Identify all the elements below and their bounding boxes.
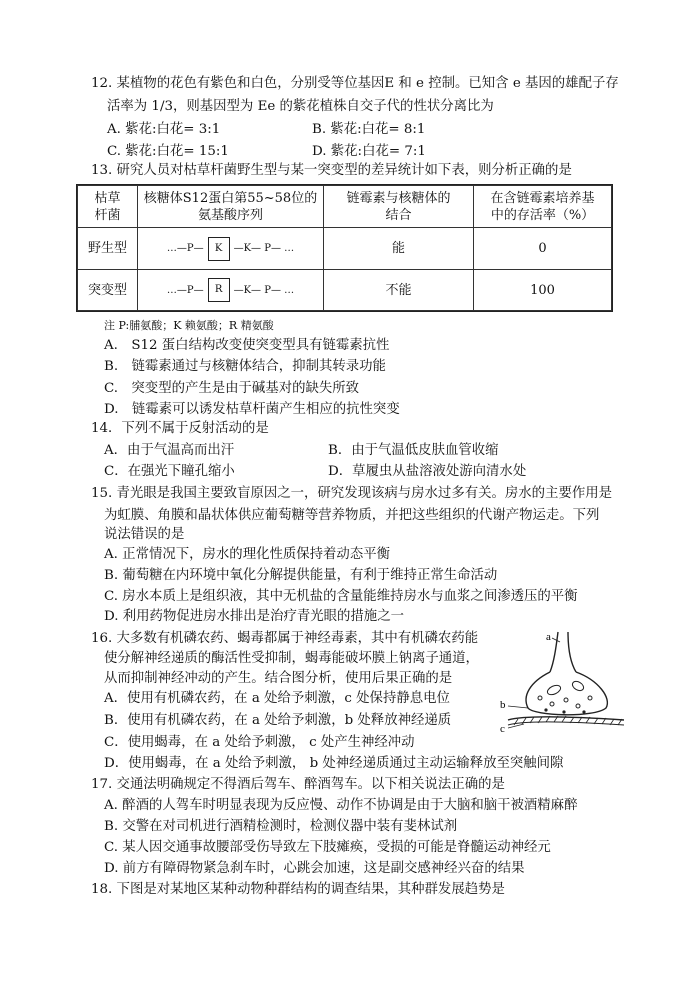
diagram-label-a: a [546, 631, 551, 643]
q17-option-d: D. 前方有障碍物紧急刹车时，心跳会加速，这是副交感神经兴奋的结果 [104, 861, 525, 876]
header-survival: 在含链霉素培养基 中的存活率（%） [474, 186, 612, 228]
q18-stem: 18. 下图是对某地区某种动物种群结构的调查结果，其种群发展趋势是 [91, 882, 505, 897]
cell-survival: 0 [474, 228, 612, 270]
q14-stem: 14．下列不属于反射活动的是 [91, 421, 269, 436]
q16-option-a: A．使用有机磷农药，在 a 处给予刺激，c 处保持静息电位 [104, 691, 450, 706]
cell-sequence: …—P— R —K— P— … [138, 270, 324, 311]
boxed-amino-acid: K [208, 237, 230, 261]
header-binding: 链霉素与核糖体的 结合 [324, 186, 474, 228]
q13-option-c: C. 突变型的产生是由于碱基对的缺失所致 [104, 381, 360, 396]
cell-binding: 不能 [324, 270, 474, 311]
q17-stem: 17. 交通法明确规定不得酒后驾车、醉酒驾车。以下相关说法正确的是 [91, 777, 505, 792]
q16-stem-line1: 16. 大多数有机磷农药、蝎毒都属于神经毒素，其中有机磷农药能 [91, 631, 479, 646]
diagram-label-b: b [500, 699, 506, 711]
q15-option-b: B. 葡萄糖在内环境中氧化分解提供能量，有利于维持正常生命活动 [104, 568, 498, 583]
boxed-amino-acid: R [208, 278, 230, 302]
q13-note: 注 P:脯氨酸；K 赖氨酸；R 精氨酸 [104, 319, 274, 332]
q16-stem-line2: 使分解神经递质的酶活性受抑制，蝎毒能破坏膜上钠离子通道， [104, 651, 479, 666]
q13-option-d: D. 链霉素可以诱发枯草杆菌产生相应的抗性突变 [104, 402, 400, 417]
q14-option-d: D．草履虫从盐溶液处游向清水处 [328, 464, 527, 479]
q16-option-c: C．使用蝎毒，在 a 处给予刺激， c 处产生神经冲动 [104, 735, 415, 750]
q13-table [76, 184, 613, 312]
q12-stem-line1: 12. 某植物的花色有紫色和白色，分别受等位基因E 和 e 控制。已知含 e 基因的雄配子存 [91, 76, 619, 91]
q15-stem-line2: 为虹膜、角膜和晶状体供应葡萄糖等营养物质，并把这些组织的代谢产物运走。下列 [104, 508, 600, 523]
q12-stem-line2: 活率为 1/3，则基因型为 Ee 的紫花植株自交子代的性状分离比为 [107, 99, 494, 114]
q13-stem: 13. 研究人员对枯草杆菌野生型与某一突变型的差异统计如下表，则分析正确的是 [91, 163, 572, 178]
diagram-label-c: c [500, 723, 505, 735]
q13-option-b: B. 链霉素通过与核糖体结合，抑制其转录功能 [104, 359, 386, 374]
table-row [78, 228, 612, 270]
cell-strain: 野生型 [78, 228, 138, 270]
cell-binding: 能 [324, 228, 474, 270]
q12-option-b: B. 紫花:白花= 8:1 [312, 122, 426, 137]
cell-sequence: …—P— K —K— P— … [138, 228, 324, 270]
q15-option-d: D. 利用药物促进房水排出是治疗青光眼的措施之一 [104, 609, 404, 624]
q15-stem-line1: 15. 青光眼是我国主要致盲原因之一，研究发现该病与房水过多有关。房水的主要作用是 [91, 486, 613, 501]
q14-option-a: A．由于气温高而出汗 [104, 443, 235, 458]
q17-option-b: B. 交警在对司机进行酒精检测时，检测仪器中装有斐林试剂 [104, 819, 458, 834]
q17-option-a: A. 醉酒的人驾车时明显表现为反应慢、动作不协调是由于大脑和脑干被酒精麻醉 [104, 798, 578, 813]
q12-option-a: A. 紫花:白花= 3:1 [107, 122, 221, 137]
cell-strain: 突变型 [78, 270, 138, 311]
q14-option-c: C．在强光下瞳孔缩小 [104, 464, 235, 479]
q16-option-d: D．使用蝎毒，在 a 处给予刺激， b 处神经递质通过主动运输释放至突触间隙 [104, 756, 564, 771]
cell-survival: 100 [474, 270, 612, 311]
synapse-diagram [494, 628, 630, 738]
q12-option-d: D. 紫花:白花= 7:1 [312, 144, 426, 159]
q13-option-a: A. S12 蛋白结构改变使突变型具有链霉素抗性 [104, 338, 390, 353]
q15-option-a: A. 正常情况下，房水的理化性质保持着动态平衡 [104, 547, 390, 562]
q16-option-b: B．使用有机磷农药，在 a 处给予刺激，b 处释放神经递质 [104, 713, 452, 728]
q15-option-c: C. 房水本质上是组织液，其中无机盐的含量能维持房水与血浆之间渗透压的平衡 [104, 589, 578, 604]
table-header-row [78, 186, 612, 228]
q17-option-c: C. 某人因交通事故腰部受伤导致左下肢瘫痪，受损的可能是脊髓运动神经元 [104, 840, 551, 855]
q12-option-c: C. 紫花:白花= 15:1 [107, 144, 229, 159]
header-strain: 枯草 杆菌 [78, 186, 138, 228]
q15-stem-line3: 说法错误的是 [104, 527, 185, 542]
q14-option-b: B．由于气温低皮肤血管收缩 [328, 443, 499, 458]
table-row [78, 270, 612, 311]
q16-stem-line3: 从而抑制神经冲动的产生。结合图分析，使用后果正确的是 [104, 671, 453, 686]
header-sequence: 核糖体S12蛋白第55~58位的 氨基酸序列 [138, 186, 324, 228]
